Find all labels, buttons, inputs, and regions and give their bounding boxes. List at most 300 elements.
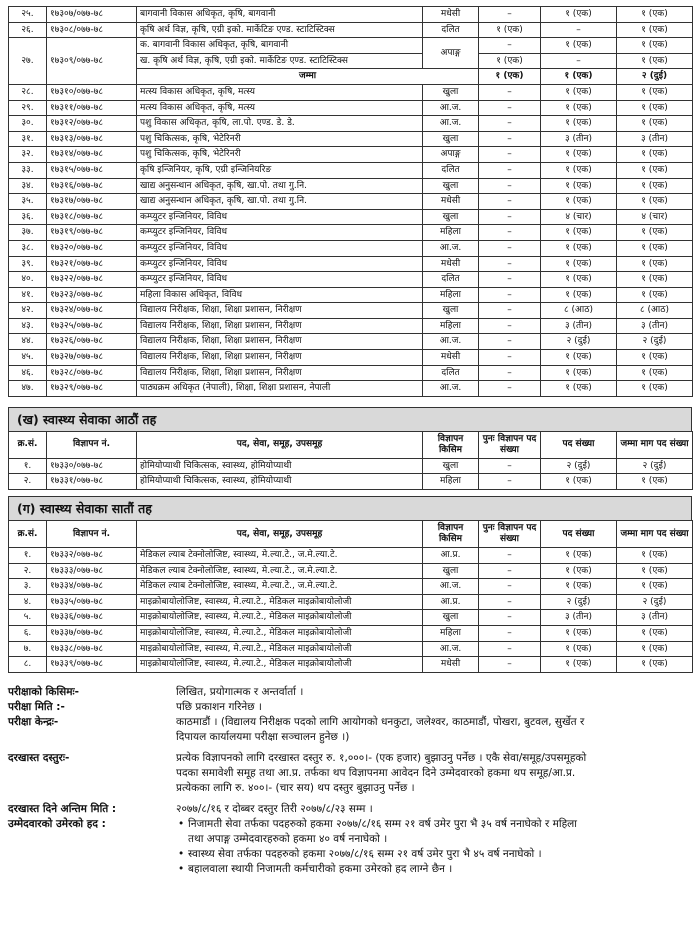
row-sn: ३१. (9, 131, 47, 147)
row-readv: – (479, 626, 541, 642)
row-adv-no: १७३१७/०७७-७८ (47, 194, 137, 210)
vacancy-table-body-1 (9, 7, 693, 38)
row-sn: ३६. (9, 209, 47, 225)
row-total: १ (एक) (617, 22, 693, 38)
table-row (9, 147, 693, 163)
vacancy-table-body-2 (9, 84, 693, 396)
row-count: १ (एक) (541, 7, 617, 23)
table-row (9, 334, 693, 350)
row-sn: ४३. (9, 318, 47, 334)
row-sn: ४१. (9, 287, 47, 303)
row-type: खुला (423, 563, 479, 579)
header-readv: पुनः विज्ञापन पद संख्या (479, 521, 541, 548)
row-post: मत्स्य विकास अधिकृत, कृषि, मत्स्य (137, 84, 423, 100)
exam-center-line-1: काठमाडौं । (विद्यालय निरीक्षक पदको लागि आयोगको धनकुटा, जलेश्वर, काठमाडौं, पोखरा, बुटवल, सुर्खेत र (176, 715, 585, 728)
row-type: आ.ज. (423, 579, 479, 595)
row-sn: ४४. (9, 334, 47, 350)
row-readv: – (479, 131, 541, 147)
fee-line-3: प्रत्येकका लागि रु. ४००।- (चार सय) थप दस्तुर बुझाउनु पर्नेछ । (176, 781, 415, 794)
row-post: कृषि अर्थ विज्ञ, कृषि, एग्री इको. मार्केटिङ एण्ड. स्टाटिस्टिक्स (137, 22, 423, 38)
vacancy-table-kha-body (9, 458, 693, 489)
row-readv: – (479, 474, 541, 490)
row-sn: २६. (9, 22, 47, 38)
row-type: आ.ज. (423, 641, 479, 657)
row-total: ३ (तीन) (617, 610, 693, 626)
row-post: पशु चिकित्सक, कृषि, भेटेरिनरी (137, 147, 423, 163)
row-adv-no: १७३१३/०७७-७८ (47, 131, 137, 147)
row-readv: – (479, 209, 541, 225)
table-row (9, 303, 693, 319)
row-type: खुला (423, 131, 479, 147)
fee-value (176, 751, 696, 796)
row-post: माइक्रोबायोलोजिष्ट, स्वास्थ्य, मे.ल्या.टे., मेडिकल माइक्रोबायोलोजी (137, 594, 423, 610)
row-sn: ४. (9, 594, 47, 610)
age-bullet-1 (176, 817, 696, 847)
row-type: महिला (423, 474, 479, 490)
row-sn: ३. (9, 579, 47, 595)
row-adv-no: १७३३७/०७७-७८ (47, 626, 137, 642)
row-type: महिला (423, 225, 479, 241)
row-total: १ (एक) (617, 381, 693, 397)
row-count: – (541, 22, 617, 38)
row-count: ३ (तीन) (541, 610, 617, 626)
row-total: १ (एक) (617, 225, 693, 241)
exam-date-row (8, 700, 700, 715)
row-readv: – (479, 287, 541, 303)
row-sn: ४६. (9, 365, 47, 381)
row-adv-no: १७३१०/०७७-७८ (47, 84, 137, 100)
row-adv-no: १७३३५/०७७-७८ (47, 594, 137, 610)
row-sn: ७. (9, 641, 47, 657)
row-type: खुला (423, 178, 479, 194)
row-post: विद्यालय निरीक्षक, शिक्षा, शिक्षा प्रशासन, निरीक्षण (137, 350, 423, 366)
row-post: मेडिकल ल्याब टेक्नोलोजिष्ट, स्वास्थ्य, मे.ल्या.टे., ज.मे.ल्या.टे. (137, 579, 423, 595)
row-adv-no: १७३३०/०७७-७८ (47, 458, 137, 474)
row-type: आ.ज. (423, 334, 479, 350)
row-post: होमियोप्याथी चिकित्सक, स्वास्थ्य, होमियोप्याथी (137, 474, 423, 490)
row-total: १ (एक) (617, 84, 693, 100)
row-adv-no: १७३२८/०७७-७८ (47, 365, 137, 381)
row-total: १ (एक) (617, 38, 693, 54)
row-type: आ.ज. (423, 240, 479, 256)
section-ga (8, 496, 700, 520)
row-sn: २८. (9, 84, 47, 100)
row-total: १ (एक) (617, 240, 693, 256)
exam-type-label: परीक्षाको किसिमः- (8, 685, 80, 698)
row-adv-no: १७३३२/०७७-७८ (47, 548, 137, 564)
row-type: खुला (423, 458, 479, 474)
row-post: विद्यालय निरीक्षक, शिक्षा, शिक्षा प्रशासन, निरीक्षण (137, 334, 423, 350)
age-label: उम्मेदवारको उमेरको हद : (8, 817, 106, 830)
exam-center-line-2: दिपायल कार्यालयमा परीक्षा सञ्चालन हुनेछ ।) (176, 730, 350, 743)
row-count: १ (एक) (541, 38, 617, 54)
row-post: माइक्रोबायोलोजिष्ट, स्वास्थ्य, मे.ल्या.टे., मेडिकल माइक्रोबायोलोजी (137, 626, 423, 642)
row-readv: – (479, 303, 541, 319)
row-type: दलित (423, 162, 479, 178)
header-adv: विज्ञापन नं. (47, 521, 137, 548)
row-count: १ (एक) (541, 626, 617, 642)
row-post: मेडिकल ल्याब टेक्नोलोजिष्ट, स्वास्थ्य, मे.ल्या.टे., ज.मे.ल्या.टे. (137, 563, 423, 579)
row-total: १ (एक) (617, 116, 693, 132)
row-adv-no: १७३२३/०७७-७८ (47, 287, 137, 303)
exam-type-value: लिखित, प्रयोगात्मक र अन्तर्वार्ता । (176, 685, 304, 698)
row-total: १ (एक) (617, 350, 693, 366)
row-total: १ (एक) (617, 563, 693, 579)
row-readv: १ (एक) (479, 53, 541, 69)
row-count: १ (एक) (541, 225, 617, 241)
sum-label: जम्मा (137, 69, 479, 85)
table-row (9, 272, 693, 288)
row-count: १ (एक) (541, 287, 617, 303)
row-adv-no: १७३३६/०७७-७८ (47, 610, 137, 626)
row-readv: – (479, 563, 541, 579)
row-post: बागवानी विकास अधिकृत, कृषि, बागवानी (137, 7, 423, 23)
row-adv-no: १७३०९/०७७-७८ (47, 38, 137, 85)
row-total: १ (एक) (617, 548, 693, 564)
row-count: १ (एक) (541, 116, 617, 132)
table-row (9, 22, 693, 38)
row-type: महिला (423, 318, 479, 334)
row-type: दलित (423, 272, 479, 288)
row-readv: – (479, 147, 541, 163)
sum-count: १ (एक) (541, 69, 617, 85)
row-post: कृषि इन्जिनियर, कृषि, एग्री इन्जिनियरिङ (137, 162, 423, 178)
row-adv-no: १७३२५/०७७-७८ (47, 318, 137, 334)
row-count: १ (एक) (541, 365, 617, 381)
table-row (9, 626, 693, 642)
row-sn: १. (9, 458, 47, 474)
row-post: ख. कृषि अर्थ विज्ञ, कृषि, एग्री इको. मार्केटिङ एण्ड. स्टाटिस्टिक्स (137, 53, 423, 69)
exam-type-row (8, 685, 700, 700)
row-type: मधेसी (423, 7, 479, 23)
age-bullet-1-line-1: निजामती सेवा तर्फका पदहरुको हकमा २०७७/८/१६ सम्म २१ वर्ष उमेर पुरा भै ३५ वर्ष ननाघेको र महिला (188, 817, 578, 830)
row-count: १ (एक) (541, 240, 617, 256)
row-readv: – (479, 194, 541, 210)
deadline-row (8, 802, 700, 817)
row-sn: ४२. (9, 303, 47, 319)
row-adv-no: १७३१६/०७७-७८ (47, 178, 137, 194)
row-total: ८ (आठ) (617, 303, 693, 319)
row-sn: ८. (9, 657, 47, 673)
row-readv: – (479, 381, 541, 397)
exam-center-label: परीक्षा केन्द्रः- (8, 715, 59, 728)
table-header-row (9, 431, 693, 458)
row-adv-no: १७३३८/०७७-७८ (47, 641, 137, 657)
row-total: २ (दुई) (617, 594, 693, 610)
row-readv: – (479, 548, 541, 564)
header-post: पद, सेवा, समूह, उपसमूह (137, 521, 423, 548)
row-total: ४ (चार) (617, 209, 693, 225)
row-readv: – (479, 318, 541, 334)
age-row (8, 817, 700, 877)
row-count: १ (एक) (541, 194, 617, 210)
row-readv: – (479, 610, 541, 626)
row-count: – (541, 53, 617, 69)
row-post: मत्स्य विकास अधिकृत, कृषि, मत्स्य (137, 100, 423, 116)
row-count: १ (एक) (541, 147, 617, 163)
table-row (9, 610, 693, 626)
row-type: अपाङ्ग (423, 147, 479, 163)
exam-info (0, 685, 700, 877)
row-sn: १. (9, 548, 47, 564)
sum-readv: १ (एक) (479, 69, 541, 85)
row-type: आ.प्र. (423, 548, 479, 564)
vacancy-table-kha (8, 431, 693, 490)
row-total: १ (एक) (617, 365, 693, 381)
table-row (9, 209, 693, 225)
fee-line-2: पदका समावेशी समूह तथा आ.प्र. तर्फका थप विज्ञापनमा आवेदन दिने उम्मेदवारको हकमा थप समूह/आ.प्र. (176, 766, 576, 779)
header-adv: विज्ञापन नं. (47, 431, 137, 458)
row-post: होमियोप्याथी चिकित्सक, स्वास्थ्य, होमियोप्याथी (137, 458, 423, 474)
row-readv: – (479, 225, 541, 241)
exam-date-value: पछि प्रकाशन गरिनेछ । (176, 700, 262, 713)
row-readv: – (479, 100, 541, 116)
row-post: खाद्य अनुसन्धान अधिकृत, कृषि, खा.पो. तथा गु.नि. (137, 178, 423, 194)
table-row (9, 458, 693, 474)
row-count: १ (एक) (541, 579, 617, 595)
row-total: १ (एक) (617, 100, 693, 116)
row-post: माइक्रोबायोलोजिष्ट, स्वास्थ्य, मे.ल्या.टे., मेडिकल माइक्रोबायोलोजी (137, 610, 423, 626)
table-row (9, 563, 693, 579)
table-row (9, 287, 693, 303)
row-count: १ (एक) (541, 474, 617, 490)
row-total: १ (एक) (617, 194, 693, 210)
row-post: कम्प्युटर इन्जिनियर, विविध (137, 272, 423, 288)
row-sn: २. (9, 474, 47, 490)
age-value (176, 817, 696, 877)
table-row (9, 641, 693, 657)
header-sn: क्र.सं. (9, 431, 47, 458)
row-post: पशु चिकित्सक, कृषि, भेटेरिनरी (137, 131, 423, 147)
row-adv-no: १७३३१/०७७-७८ (47, 474, 137, 490)
row-sn: ४०. (9, 272, 47, 288)
row-adv-no: १७३३४/०७७-७८ (47, 579, 137, 595)
row-adv-no: १७३१४/०७७-७८ (47, 147, 137, 163)
row-readv: – (479, 365, 541, 381)
row-adv-no: १७३१९/०७७-७८ (47, 225, 137, 241)
row-adv-no: १७३०७/०७७-७८ (47, 7, 137, 23)
table-row (9, 548, 693, 564)
table-row (9, 579, 693, 595)
row-readv: – (479, 657, 541, 673)
row-count: ३ (तीन) (541, 318, 617, 334)
table-row (9, 38, 693, 54)
row-post: विद्यालय निरीक्षक, शिक्षा, शिक्षा प्रशासन, निरीक्षण (137, 318, 423, 334)
row-readv: – (479, 38, 541, 54)
row-count: १ (एक) (541, 100, 617, 116)
header-count: पद संख्या (541, 431, 617, 458)
row-readv: – (479, 350, 541, 366)
row-readv: – (479, 334, 541, 350)
row-total: १ (एक) (617, 256, 693, 272)
sum-total: २ (दुई) (617, 69, 693, 85)
row-total: १ (एक) (617, 579, 693, 595)
row-post: कम्प्युटर इन्जिनियर, विविध (137, 209, 423, 225)
table-row (9, 131, 693, 147)
table-row (9, 100, 693, 116)
row-count: ३ (तीन) (541, 131, 617, 147)
section-kha (8, 407, 700, 431)
row-count: १ (एक) (541, 178, 617, 194)
row-readv: – (479, 162, 541, 178)
row-type: दलित (423, 365, 479, 381)
row-type: मधेसी (423, 657, 479, 673)
row-count: १ (एक) (541, 350, 617, 366)
row-total: १ (एक) (617, 287, 693, 303)
table-row (9, 225, 693, 241)
exam-center-row (8, 715, 700, 745)
row-27-group (9, 38, 693, 85)
row-type: आ.ज. (423, 381, 479, 397)
row-readv: – (479, 256, 541, 272)
row-sn: ३७. (9, 225, 47, 241)
row-count: १ (एक) (541, 563, 617, 579)
row-sn: २. (9, 563, 47, 579)
row-readv: – (479, 116, 541, 132)
section-ga-title: (ग) स्वास्थ्य सेवाका सातौं तह (8, 496, 692, 520)
row-adv-no: १७३२६/०७७-७८ (47, 334, 137, 350)
row-count: १ (एक) (541, 84, 617, 100)
header-sn: क्र.सं. (9, 521, 47, 548)
row-post: विद्यालय निरीक्षक, शिक्षा, शिक्षा प्रशासन, निरीक्षण (137, 365, 423, 381)
row-sn: ३४. (9, 178, 47, 194)
age-bullet-2: • स्वास्थ्य सेवा तर्फका पदहरुको हकमा २०७७/८/१६ सम्म २१ वर्ष उमेर पुरा भै ४५ वर्ष ननाघेको । (176, 847, 696, 862)
row-sn: २५. (9, 7, 47, 23)
vacancy-table-main (8, 6, 693, 397)
row-readv: – (479, 272, 541, 288)
row-readv: – (479, 579, 541, 595)
row-post: क. बागवानी विकास अधिकृत, कृषि, बागवानी (137, 38, 423, 54)
row-post: महिला विकास अधिकृत, विविध (137, 287, 423, 303)
table-row (9, 474, 693, 490)
row-adv-no: १७३३९/०७७-७८ (47, 657, 137, 673)
row-sn: २७. (9, 38, 47, 85)
header-count: पद संख्या (541, 521, 617, 548)
row-readv: – (479, 641, 541, 657)
row-readv: – (479, 594, 541, 610)
deadline-value: २०७७/८/१६ र दोब्बर दस्तुर तिरी २०७७/८/२३ सम्म । (176, 802, 373, 815)
vacancy-table-ga-body (9, 548, 693, 673)
table-row (9, 116, 693, 132)
row-total: १ (एक) (617, 272, 693, 288)
fee-line-1: प्रत्येक विज्ञापनको लागि दरखास्त दस्तुर रु. १,०००।- (एक हजार) बुझाउनु पर्नेछ । एकै सेवा/समूह/उपसमूहको (176, 751, 587, 764)
row-count: १ (एक) (541, 548, 617, 564)
table-row (9, 162, 693, 178)
deadline-label: दरखास्त दिने अन्तिम मिति : (8, 802, 117, 815)
row-adv-no: १७३०८/०७७-७८ (47, 22, 137, 38)
row-count: २ (दुई) (541, 458, 617, 474)
row-sn: ५. (9, 610, 47, 626)
exam-center-value (176, 715, 696, 745)
row-type: मधेसी (423, 256, 479, 272)
table-row (9, 318, 693, 334)
row-readv: – (479, 458, 541, 474)
row-type: महिला (423, 287, 479, 303)
row-total: २ (दुई) (617, 458, 693, 474)
table-row (9, 657, 693, 673)
row-readv: १ (एक) (479, 22, 541, 38)
row-count: १ (एक) (541, 162, 617, 178)
row-type: खुला (423, 610, 479, 626)
table-row (9, 256, 693, 272)
row-total: ३ (तीन) (617, 318, 693, 334)
row-post: कम्प्युटर इन्जिनियर, विविध (137, 225, 423, 241)
row-total: १ (एक) (617, 641, 693, 657)
row-total: १ (एक) (617, 474, 693, 490)
row-total: ३ (तीन) (617, 131, 693, 147)
header-total: जम्मा माग पद संख्या (617, 521, 693, 548)
table-row (9, 84, 693, 100)
table-row (9, 350, 693, 366)
row-adv-no: १७३१२/०७७-७८ (47, 116, 137, 132)
table-header-row (9, 521, 693, 548)
row-count: ८ (आठ) (541, 303, 617, 319)
row-type: खुला (423, 84, 479, 100)
row-adv-no: १७३११/०७७-७८ (47, 100, 137, 116)
exam-date-label: परीक्षा मिति :- (8, 700, 65, 713)
row-total: १ (एक) (617, 657, 693, 673)
row-post: माइक्रोबायोलोजिष्ट, स्वास्थ्य, मे.ल्या.टे., मेडिकल माइक्रोबायोलोजी (137, 641, 423, 657)
row-sn: ३८. (9, 240, 47, 256)
row-adv-no: १७३२७/०७७-७८ (47, 350, 137, 366)
row-count: १ (एक) (541, 381, 617, 397)
row-readv: – (479, 84, 541, 100)
row-total: २ (दुई) (617, 334, 693, 350)
row-sn: २९. (9, 100, 47, 116)
row-total: १ (एक) (617, 162, 693, 178)
table-row (9, 240, 693, 256)
row-adv-no: १७३२४/०७७-७८ (47, 303, 137, 319)
fee-row (8, 751, 700, 796)
row-type: अपाङ्ग (423, 38, 479, 69)
row-post: मेडिकल ल्याब टेक्नोलोजिष्ट, स्वास्थ्य, मे.ल्या.टे., ज.मे.ल्या.टे. (137, 548, 423, 564)
row-sn: ३९. (9, 256, 47, 272)
row-readv: – (479, 178, 541, 194)
row-total: १ (एक) (617, 53, 693, 69)
row-adv-no: १७३२१/०७७-७८ (47, 256, 137, 272)
section-kha-title: (ख) स्वास्थ्य सेवाका आठौं तह (8, 407, 692, 431)
row-sn: ३०. (9, 116, 47, 132)
row-count: २ (दुई) (541, 594, 617, 610)
row-readv: – (479, 7, 541, 23)
header-type: विज्ञापन किसिम (423, 431, 479, 458)
row-post: खाद्य अनुसन्धान अधिकृत, कृषि, खा.पो. तथा गु.नि. (137, 194, 423, 210)
row-post: माइक्रोबायोलोजिष्ट, स्वास्थ्य, मे.ल्या.टे., मेडिकल माइक्रोबायोलोजी (137, 657, 423, 673)
row-adv-no: १७३१५/०७७-७८ (47, 162, 137, 178)
row-count: १ (एक) (541, 256, 617, 272)
row-type: खुला (423, 303, 479, 319)
header-type: विज्ञापन किसिम (423, 521, 479, 548)
row-sn: ३५. (9, 194, 47, 210)
row-type: खुला (423, 209, 479, 225)
row-sn: ३२. (9, 147, 47, 163)
row-post: विद्यालय निरीक्षक, शिक्षा, शिक्षा प्रशासन, निरीक्षण (137, 303, 423, 319)
row-sn: ४५. (9, 350, 47, 366)
table-row (9, 178, 693, 194)
row-sn: ४७. (9, 381, 47, 397)
row-count: १ (एक) (541, 641, 617, 657)
row-total: १ (एक) (617, 147, 693, 163)
row-count: २ (दुई) (541, 334, 617, 350)
row-post: पशु विकास अधिकृत, कृषि, ला.पो. एण्ड. डे. डे. (137, 116, 423, 132)
row-sn: ६. (9, 626, 47, 642)
row-count: १ (एक) (541, 272, 617, 288)
row-type: मधेसी (423, 350, 479, 366)
row-total: १ (एक) (617, 178, 693, 194)
table-row (9, 194, 693, 210)
row-adv-no: १७३२९/०७७-७८ (47, 381, 137, 397)
row-post: पाठ्यक्रम अधिकृत (नेपाली), शिक्षा, शिक्षा प्रशासन, नेपाली (137, 381, 423, 397)
